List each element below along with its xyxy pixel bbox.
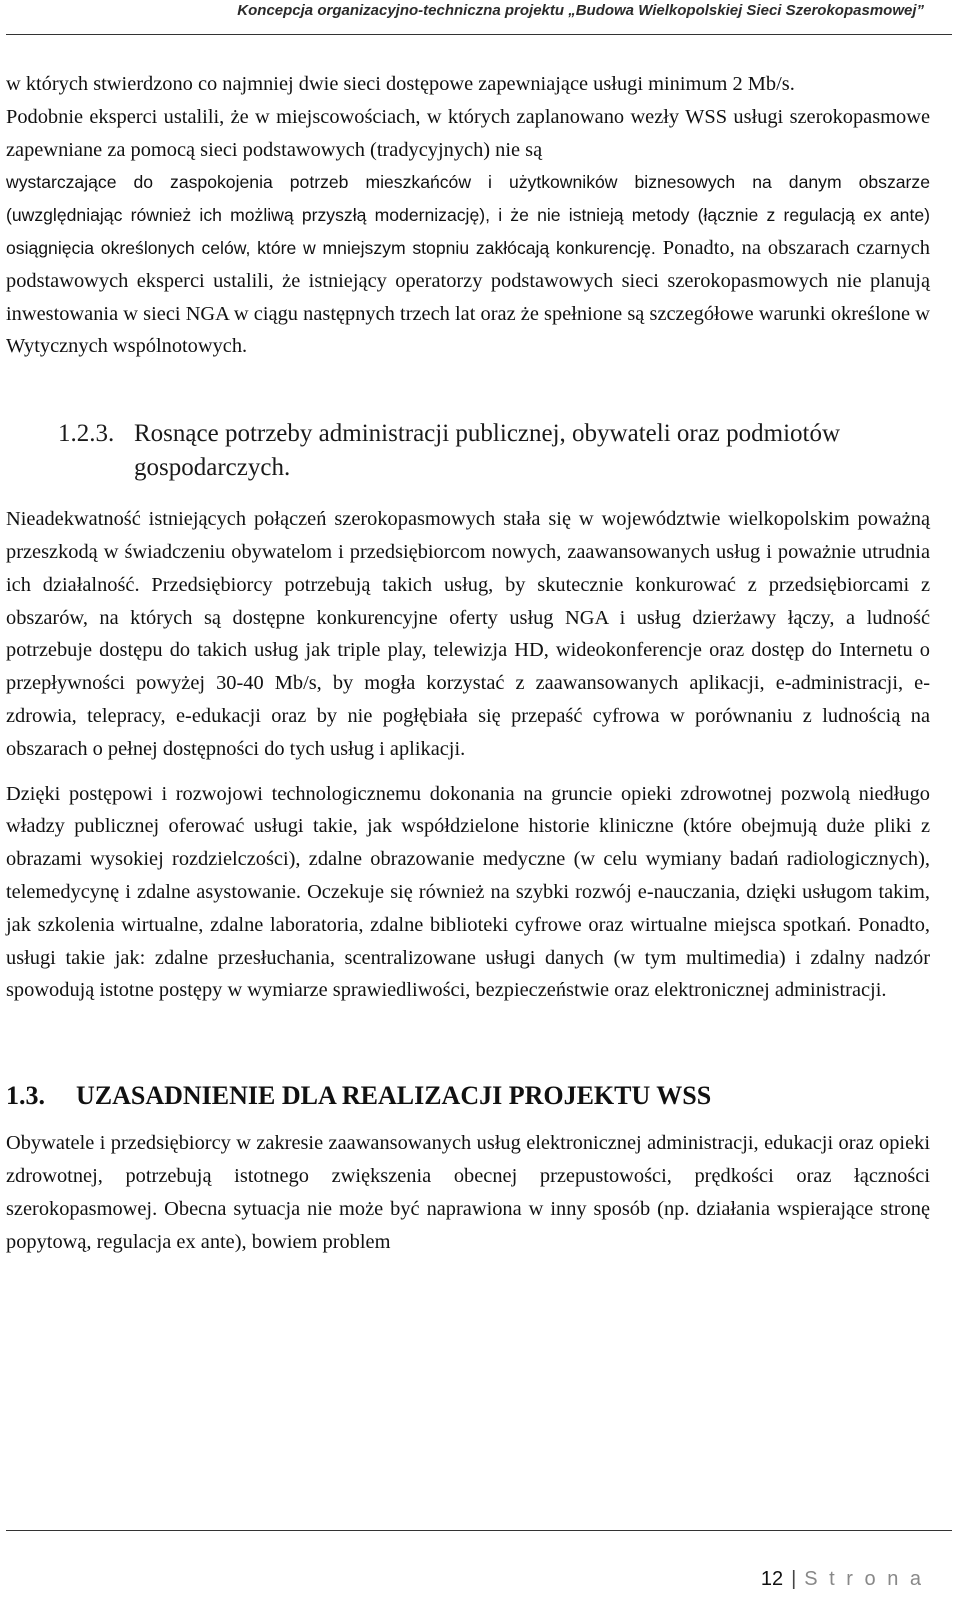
subsection-title: Rosnące potrzeby administracji publicznej, obywateli oraz podmiotów gospodarczych. <box>134 420 841 482</box>
paragraph-1: w których stwierdzono co najmniej dwie sieci dostępowe zapewniające usługi minimum 2 Mb/s. <box>6 73 795 95</box>
section-heading <box>6 1079 930 1113</box>
page-footer <box>761 1568 924 1591</box>
section-number: 1.3. <box>6 1081 45 1111</box>
footer-divider <box>6 1530 952 1531</box>
subsection-heading <box>58 417 930 485</box>
page-number: 12 <box>760 1568 784 1590</box>
page-word: S t r o n a <box>804 1568 924 1590</box>
paragraph-2-c: Ponadto, na obszarach czarnych podstawowych eksperci ustalili, że istniejący operatorzy podstawowych sieci szerokopasmowych nie planują inwestowania w sieci NGA w ciągu następnych trzech lat oraz że spełnione są szczegółowe warunki określone w Wytycznych wspólnotowych. <box>6 236 930 358</box>
page-header <box>0 0 960 40</box>
header-divider <box>6 34 952 35</box>
paragraph-2-a: Podobnie eksperci ustalili, że w miejscowościach, w których zaplanowano wezły WSS usługi szerokopasmowe zapewniane za pomocą sieci podstawowych (tradycyjnych) nie są <box>6 105 930 161</box>
subsection-number: 1.2.3. <box>58 420 115 448</box>
header-title: Koncepcja organizacyjno-techniczna projektu „Budowa Wielkopolskiej Sieci Szerokopasmowej” <box>237 2 924 19</box>
footer-separator: | <box>791 1568 797 1590</box>
paragraph-4: Dzięki postępowi i rozwojowi technologicznemu dokonania na gruncie opieki zdrowotnej pozwolą niedługo władzy publicznej oferować usługi takie, jak współdzielone historie kliniczne (które obejmują duże pliki z obrazami wysokiej rozdzielczości), zdalne obrazowanie medyczne (w celu wymiany badań radiologicznych), telemedycynę i zdalne asystowanie. Oczekuje się również na szybki rozwój e-nauczania, dzięki usługom takim, jak szkolenia wirtualne, zdalne laboratoria, zdalne biblioteki cyfrowe oraz wirtualne miejsca spotkań. Ponadto, usługi takie jak: zdalne przesłuchania, scentralizowane usługi danych (w tym multimedia) i zdalny nadzór spowodują istotne postępy w wymiarze sprawiedliwości, bezpieczeństwie oraz elektronicznej administracji. <box>6 782 930 1002</box>
document-body <box>6 68 930 1258</box>
paragraph-5: Obywatele i przedsiębiorcy w zakresie zaawansowanych usług elektronicznej administracji, edukacji oraz opieki zdrowotnej, potrzebują istotnego zwiększenia obecnej przepustowości, prędkości oraz łączności szerokopasmowej. Obecna sytuacja nie może być naprawiona w inny sposób (np. działania wspierające stronę popytową, regulacja ex ante), bowiem problem <box>6 1132 930 1253</box>
paragraph-3: Nieadekwatność istniejących połączeń szerokopasmowych stała się w województwie wielkopolskim poważną przeszkodą w świadczeniu obywatelom i przedsiębiorcom nowych, zaawansowanych usług i poważnie utrudnia ich działalność. Przedsiębiorcy potrzebują takich usług, by skutecznie konkurować z przedsiębiorcami z obszarów, na których są dostępne konkurencyjne oferty usług NGA i usług dzierżawy łączy, a ludność potrzebuje dostępu do takich usług jak triple play, telewizja HD, wideokonferencje oraz dostęp do Internetu o przepływności powyżej 30-40 Mb/s, by mogła korzystać z zaawansowanych aplikacji, e-administracji, e-zdrowia, telepracy, e-edukacji oraz by nie pogłębiała się przepaść cyfrowa w porównaniu z ludnością na obszarach o pełnej dostępności do tych usług i aplikacji. <box>6 508 930 760</box>
paragraph-2-b: wystarczające do zaspokojenia potrzeb mieszkańców i użytkowników biznesowych na danym obszarze (uwzględniając również ich możliwą przyszłą modernizację), i że nie istnieją metody (łącznie z regulacją ex ante) osiągnięcia określonych celów, które w mniejszym stopniu zakłócają konkurencję. <box>6 172 930 258</box>
paragraph-2 <box>6 166 930 363</box>
section-title: UZASADNIENIE DLA REALIZACJI PROJEKTU WSS <box>76 1081 712 1111</box>
